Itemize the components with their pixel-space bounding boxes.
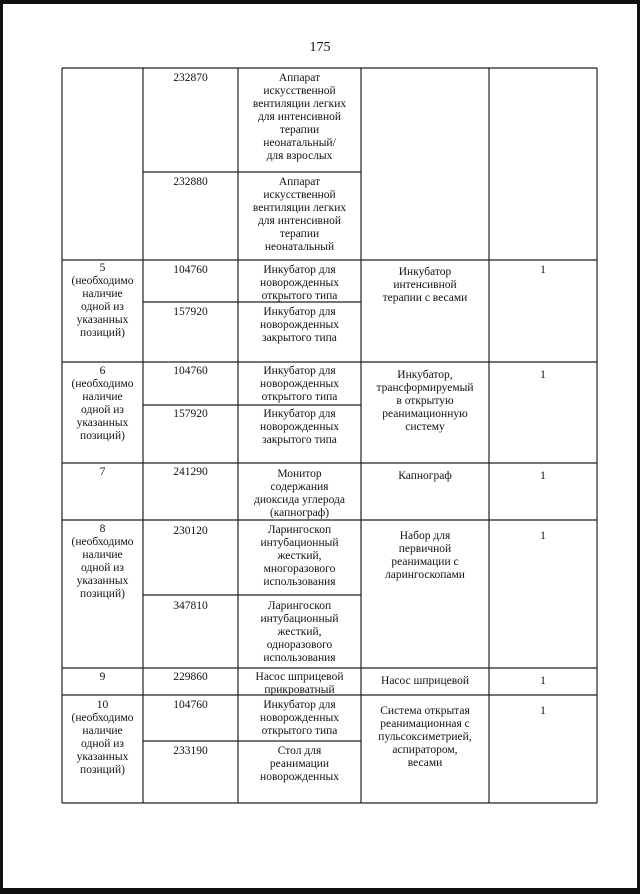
table-cell-quantity: 1 <box>540 705 546 717</box>
table-cell-name: Инкубатор интенсивной терапии с весами <box>382 266 468 304</box>
table-cell-code: 104760 <box>173 699 208 711</box>
table-cell-number: 5 (необходимо наличие одной из указанных позиций) <box>71 262 134 339</box>
page-number: 175 <box>309 40 331 55</box>
table-cell-code: 230120 <box>173 525 208 537</box>
table-cell-number: 9 <box>99 671 106 683</box>
table-cell-name: Инкубатор, трансформируемый в открытую реанимационную систему <box>376 369 474 433</box>
table-cell-quantity: 1 <box>540 530 546 542</box>
table-cell-device: Инкубатор для новорожденных открытого типа <box>260 699 339 737</box>
table-cell-device: Ларингоскоп интубационный жесткий, одноразового использования <box>260 600 339 664</box>
table-cell-device: Ларингоскоп интубационный жесткий, многоразового использования <box>260 524 339 588</box>
table-cell-device: Аппарат искусственной вентиляции легких для интенсивной терапии неонатальный <box>252 176 347 253</box>
table-cell-device: Стол для реанимации новорожденных <box>260 745 339 783</box>
table-cell-device: Инкубатор для новорожденных открытого типа <box>260 264 339 302</box>
table-cell-device: Насос шприцевой прикроватный <box>255 671 344 696</box>
table-cell-device: Аппарат искусственной вентиляции легких для интенсивной терапии неонатальный/ для взрослых <box>252 72 347 162</box>
table-cell-code: 104760 <box>173 365 208 377</box>
table-cell-name: Насос шприцевой <box>381 675 469 687</box>
table-cell-code: 233190 <box>173 745 208 757</box>
table-cell-name: Набор для первичной реанимации с ларингоскопами <box>385 530 465 581</box>
table-cell-code: 232870 <box>173 72 208 84</box>
table-cell-number: 6 (необходимо наличие одной из указанных позиций) <box>71 365 134 442</box>
table-cell-code: 229860 <box>173 671 208 683</box>
table-cell-number: 10 (необходимо наличие одной из указанных позиций) <box>71 699 134 776</box>
table-cell-device: Инкубатор для новорожденных закрытого типа <box>260 408 339 446</box>
table-cell-name: Система открытая реанимационная с пульсоксиметрией, аспиратором, весами <box>378 705 472 769</box>
table-cell-quantity: 1 <box>540 470 546 482</box>
table-cell-code: 347810 <box>173 600 208 612</box>
table-cell-quantity: 1 <box>540 675 546 687</box>
table-cell-device: Инкубатор для новорожденных открытого типа <box>260 365 339 403</box>
table-cell-code: 232880 <box>173 176 208 188</box>
table-cell-code: 157920 <box>173 408 208 420</box>
table-cell-code: 241290 <box>173 466 208 478</box>
table-cell-device: Монитор содержания диоксида углерода (капнограф) <box>254 468 345 519</box>
table-cell-quantity: 1 <box>540 369 546 381</box>
table-cell-name: Капнограф <box>398 470 452 482</box>
table-cell-code: 104760 <box>173 264 208 276</box>
table-cell-number: 7 <box>99 466 106 478</box>
table-cell-number: 8 (необходимо наличие одной из указанных позиций) <box>71 523 134 600</box>
table-cell-device: Инкубатор для новорожденных закрытого типа <box>260 306 339 344</box>
table-cell-quantity: 1 <box>540 264 546 276</box>
table-cell-code: 157920 <box>173 306 208 318</box>
